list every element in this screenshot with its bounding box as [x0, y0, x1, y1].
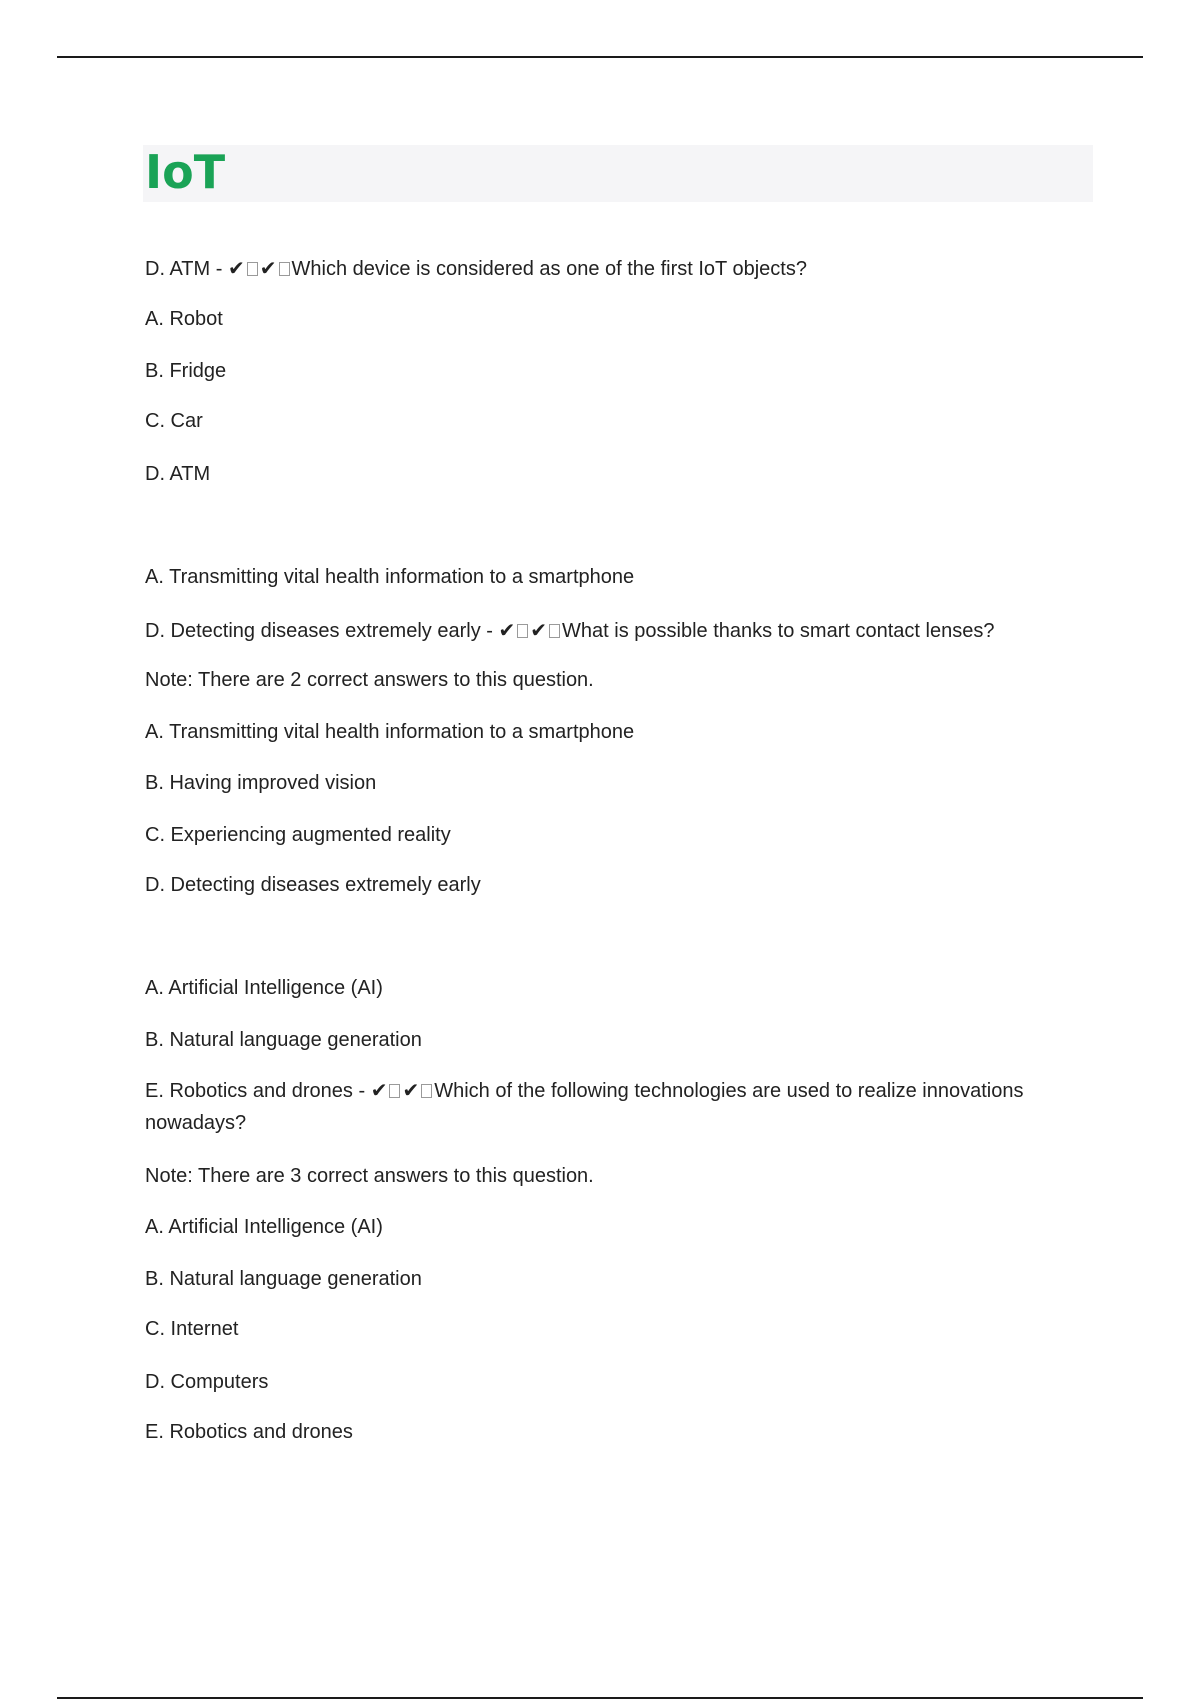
option-line: C. Internet: [145, 1318, 239, 1340]
question-text: Which device is considered as one of the first IoT objects?: [291, 258, 807, 280]
answer-text: D. ATM -: [145, 258, 223, 280]
answer-line-q2: [145, 614, 1065, 647]
answer-text: E. Robotics and drones -: [145, 1080, 366, 1102]
option-line: C. Car: [145, 410, 203, 432]
note-line: Note: There are 2 correct answers to this question.: [145, 669, 594, 691]
note-line: Note: There are 3 correct answers to this question.: [145, 1165, 594, 1187]
question-text: Which of the following technologies are used to realize innovations nowadays?: [145, 1080, 1024, 1134]
answer-line-q3: [145, 1074, 1065, 1139]
box-icon: [517, 624, 528, 638]
check-icon: ✔: [402, 1078, 420, 1102]
box-icon: [247, 262, 258, 276]
answer-text: D. Detecting diseases extremely early -: [145, 620, 493, 642]
option-line: A. Robot: [145, 308, 223, 330]
option-line: D. Computers: [145, 1371, 269, 1393]
preceding-answer-line: A. Artificial Intelligence (AI): [145, 977, 383, 999]
option-line: B. Fridge: [145, 360, 227, 382]
header-rule: [57, 56, 1143, 58]
option-line: B. Natural language generation: [145, 1268, 422, 1290]
check-icon: ✔: [370, 1078, 388, 1102]
check-icon: ✔: [227, 256, 245, 280]
option-line: A. Artificial Intelligence (AI): [145, 1216, 383, 1238]
option-line: E. Robotics and drones: [145, 1421, 353, 1443]
preceding-answer-line: A. Transmitting vital health information to a smartphone: [145, 566, 635, 588]
option-line: B. Having improved vision: [145, 772, 377, 794]
document-title: IoT: [145, 145, 226, 199]
box-icon: [389, 1084, 400, 1098]
check-icon: ✔: [498, 618, 516, 642]
footer-rule: [57, 1697, 1143, 1699]
box-icon: [279, 262, 290, 276]
box-icon: [549, 624, 560, 638]
option-line: D. ATM: [145, 463, 211, 485]
preceding-answer-line: B. Natural language generation: [145, 1029, 422, 1051]
title-band: [143, 145, 1093, 202]
box-icon: [421, 1084, 432, 1098]
option-line: A. Transmitting vital health information to a smartphone: [145, 721, 635, 743]
check-icon: ✔: [530, 618, 548, 642]
question-text: What is possible thanks to smart contact lenses?: [562, 620, 995, 642]
answer-line-q1: [145, 252, 1065, 285]
option-line: C. Experiencing augmented reality: [145, 824, 451, 846]
check-icon: ✔: [259, 256, 277, 280]
option-line: D. Detecting diseases extremely early: [145, 874, 481, 896]
